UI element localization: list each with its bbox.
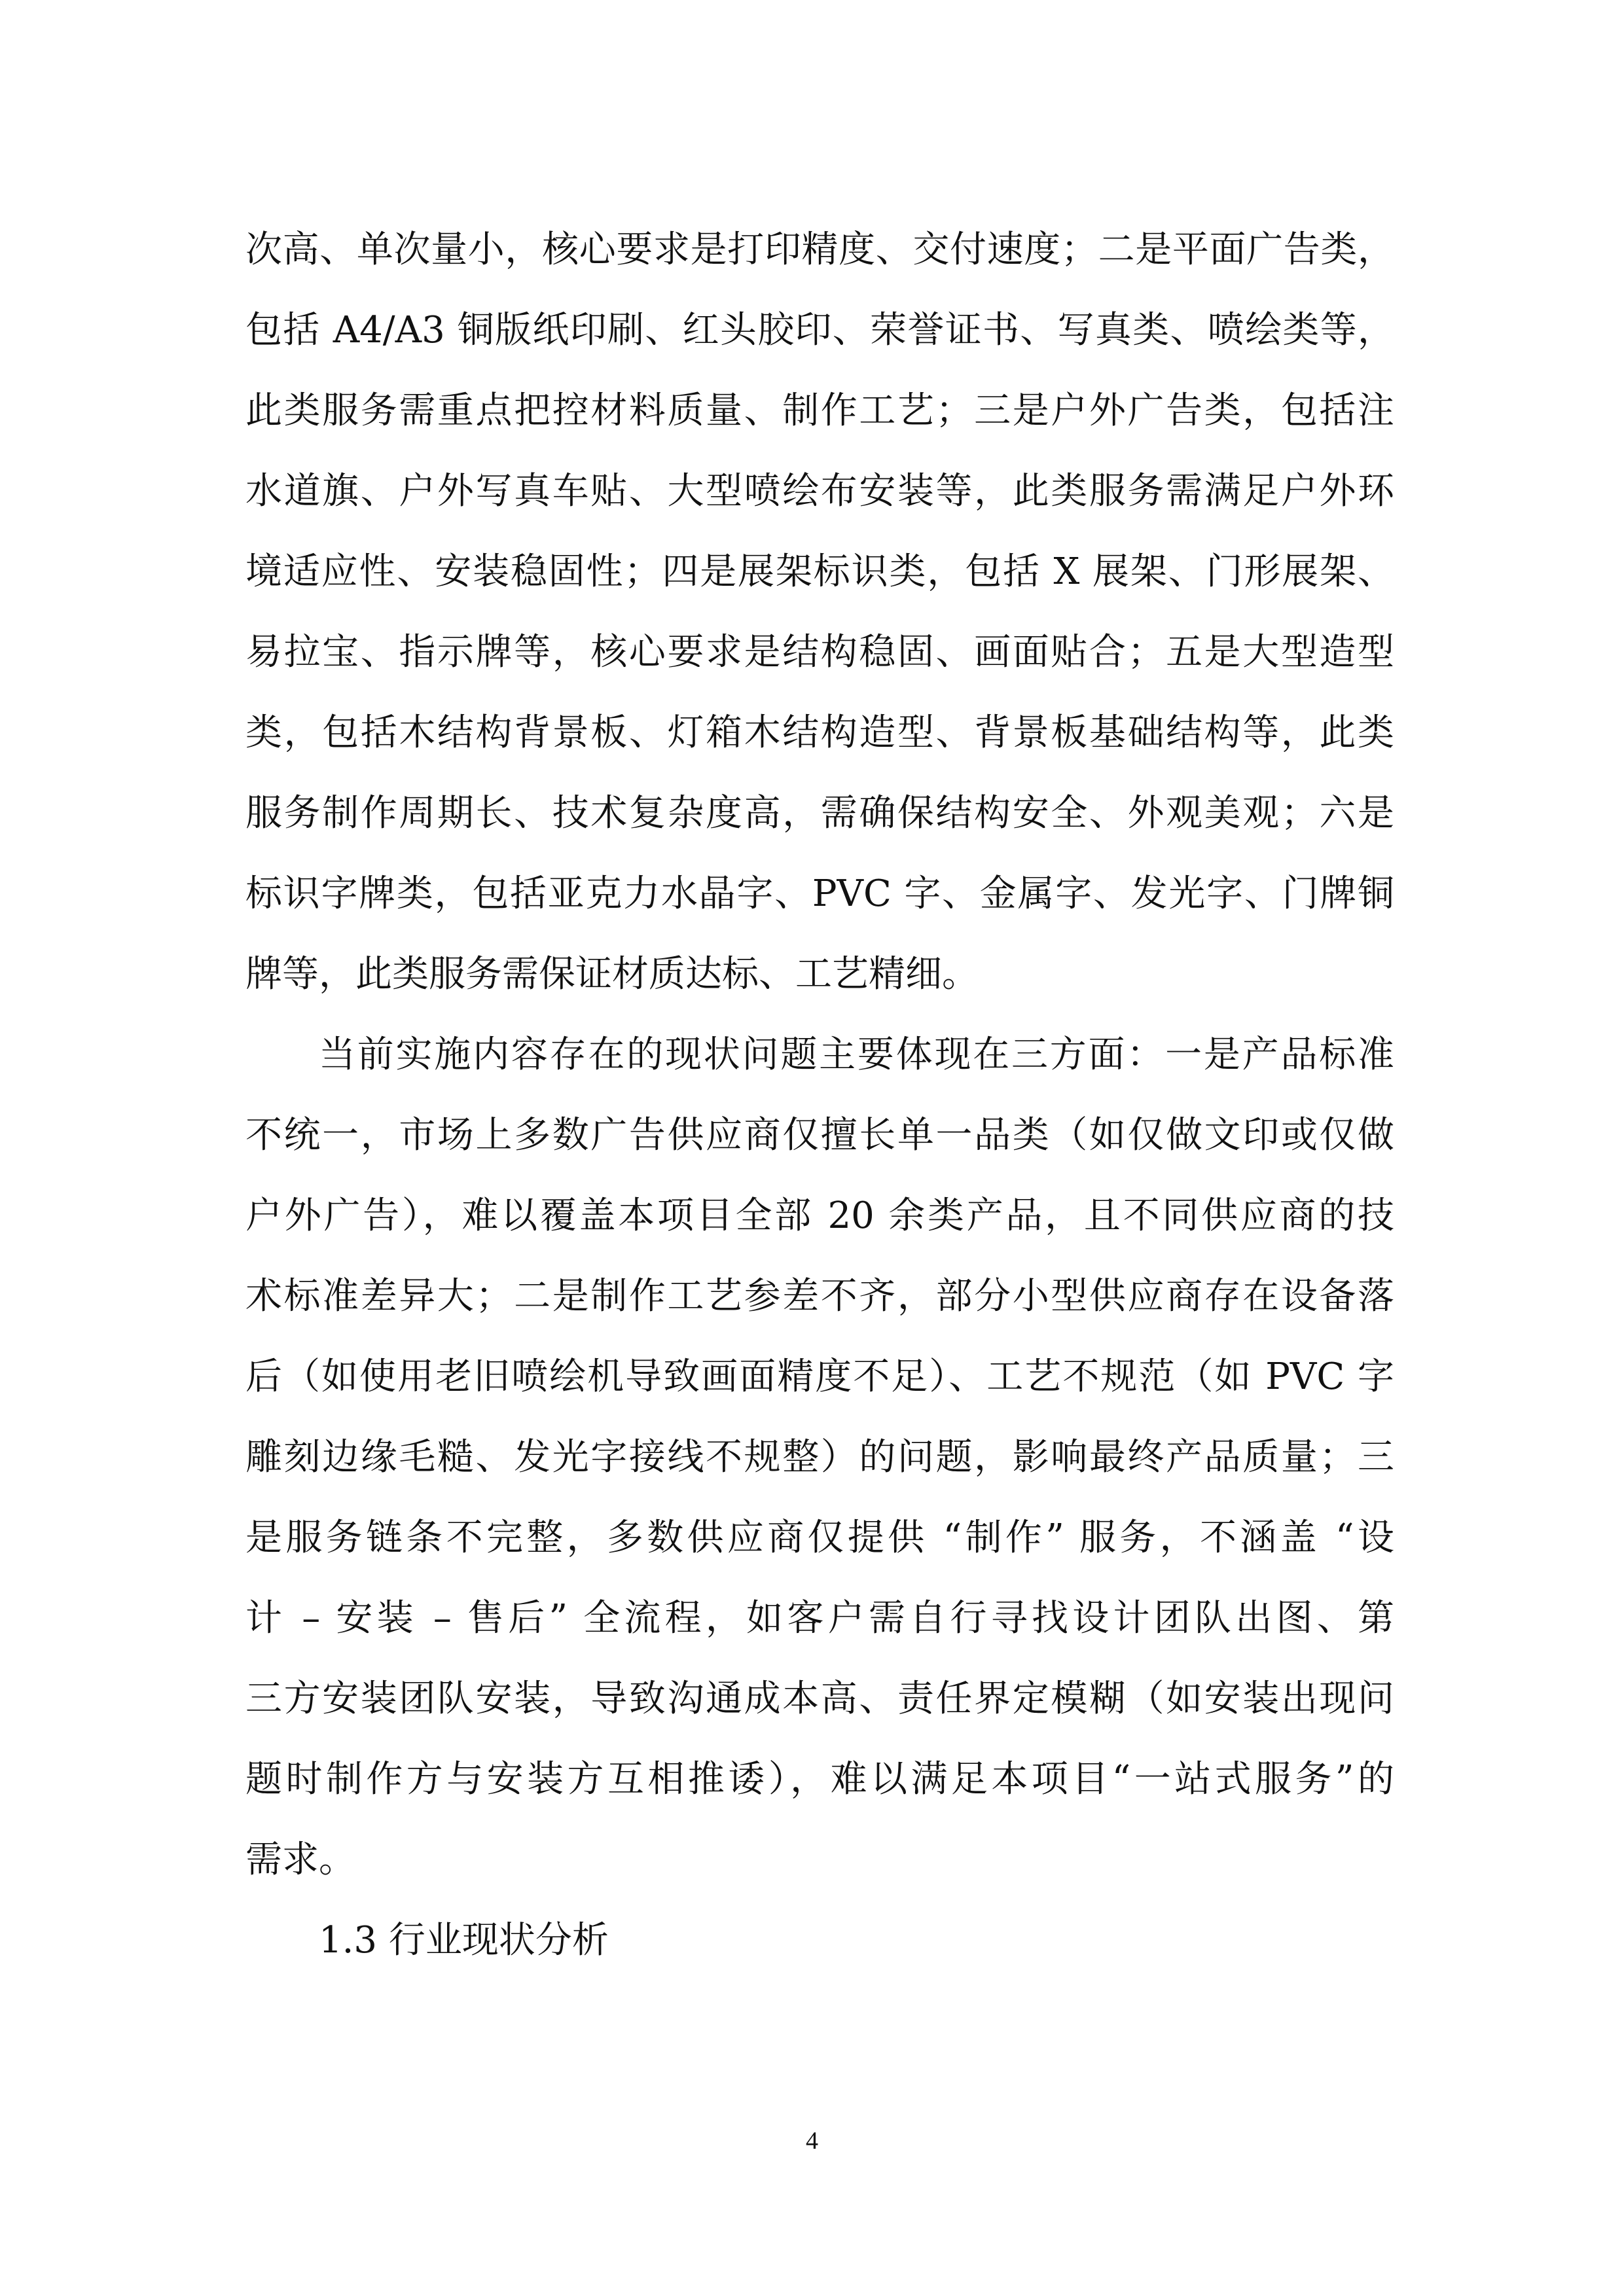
page-number: 4 xyxy=(806,2127,818,2155)
text-line: 牌等，此类服务需保证材质达标、工艺精细。 xyxy=(245,953,979,996)
text-line: 标识字牌类，包括亚克力水晶字、PVC 字、金属字、发光字、门牌铜 xyxy=(245,872,1394,915)
text-line: 术标准差异大；二是制作工艺参差不齐，部分小型供应商存在设备落 xyxy=(245,1275,1394,1318)
body-text xyxy=(245,209,1394,1981)
text-line: 户外广告），难以覆盖本项目全部 20 余类产品，且不同供应商的技 xyxy=(245,1194,1394,1237)
text-line: 后（如使用老旧喷绘机导致画面精度不足）、工艺不规范（如 PVC 字 xyxy=(245,1355,1394,1398)
text-line: 当前实施内容存在的现状问题主要体现在三方面：一是产品标准 xyxy=(319,1033,1394,1076)
text-line: 不统一，市场上多数广告供应商仅擅长单一品类（如仅做文印或仅做 xyxy=(245,1114,1394,1157)
text-line: 次高、单次量小，核心要求是打印精度、交付速度；二是平面广告类， xyxy=(245,228,1394,271)
text-line: 水道旗、户外写真车贴、大型喷绘布安装等，此类服务需满足户外环 xyxy=(245,470,1394,512)
text-line: 包括 A4/A3 铜版纸印刷、红头胶印、荣誉证书、写真类、喷绘类等， xyxy=(245,309,1394,351)
text-line: 雕刻边缘毛糙、发光字接线不规整）的问题，影响最终产品质量；三 xyxy=(245,1436,1394,1479)
text-line: 境适应性、安装稳固性；四是展架标识类，包括 X 展架、门形展架、 xyxy=(245,550,1394,593)
text-line: 此类服务需重点把控材料质量、制作工艺；三是户外广告类，包括注 xyxy=(245,389,1394,432)
text-line: 是服务链条不完整，多数供应商仅提供 “制作” 服务，不涵盖 “设 xyxy=(245,1516,1394,1559)
text-line: 三方安装团队安装，导致沟通成本高、责任界定模糊（如安装出现问 xyxy=(245,1677,1394,1720)
paragraph-product-categories xyxy=(245,209,1394,1014)
text-line: 类，包括木结构背景板、灯箱木结构造型、背景板基础结构等，此类 xyxy=(245,711,1394,754)
text-line: 需求。 xyxy=(245,1839,355,1881)
text-line: 服务制作周期长、技术复杂度高，需确保结构安全、外观美观；六是 xyxy=(245,792,1394,834)
text-line: 易拉宝、指示牌等，核心要求是结构稳固、画面贴合；五是大型造型 xyxy=(245,631,1394,673)
section-heading: 1.3 行业现状分析 xyxy=(319,1919,609,1962)
paragraph-current-problems xyxy=(245,1014,1394,1900)
text-line: 题时制作方与安装方互相推诿），难以满足本项目“一站式服务”的 xyxy=(245,1758,1394,1801)
text-line: 计 – 安装 – 售后” 全流程，如客户需自行寻找设计团队出图、第 xyxy=(245,1597,1394,1640)
